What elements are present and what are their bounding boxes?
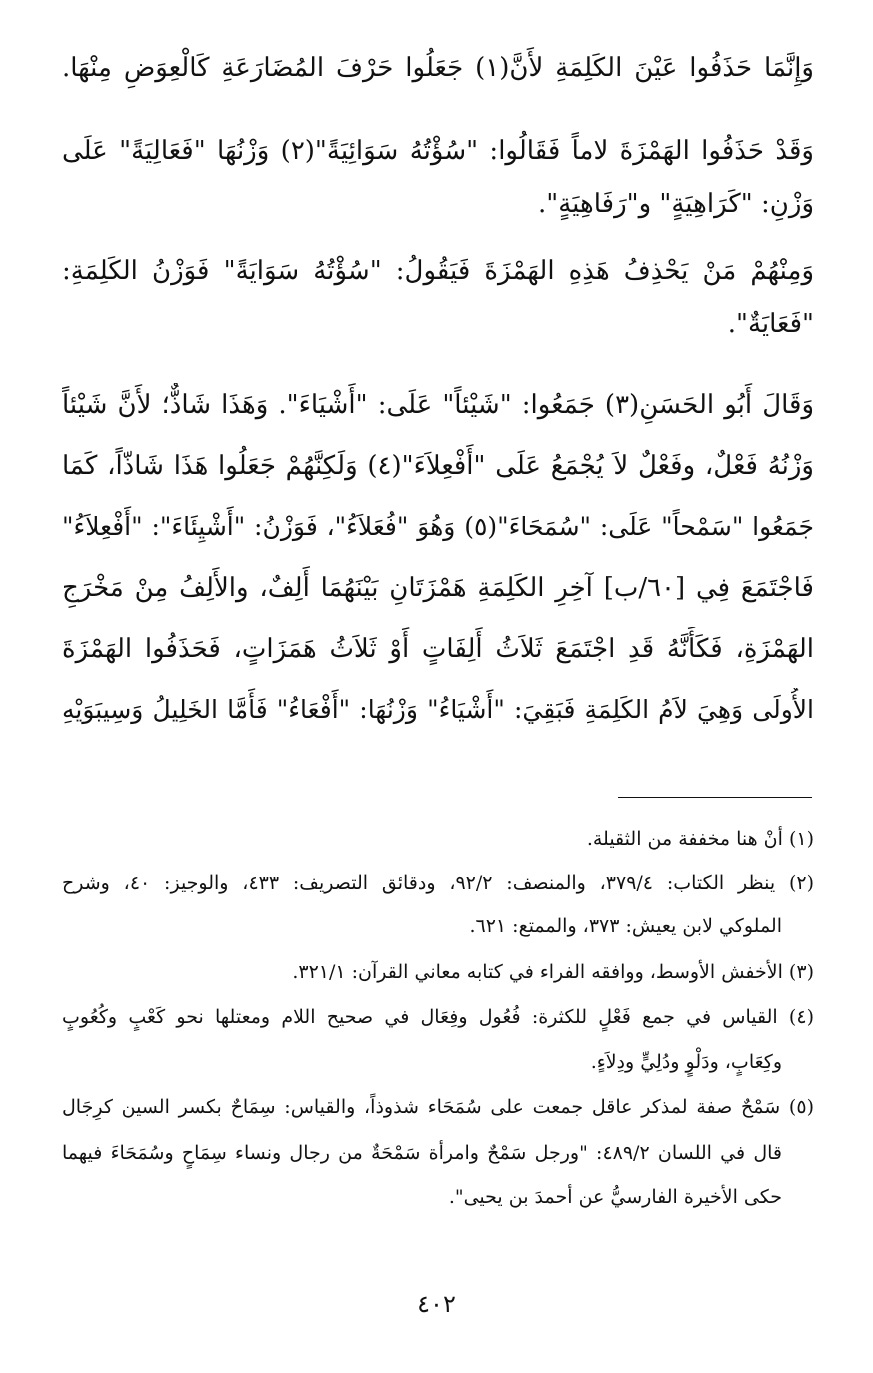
- body-line: جَمَعُوا "سَمْحاً" عَلَى: "سُمَحَاءَ"(٥) وَهُوَ "فُعَلاَءُ"، فَوَزْنُ: "أَشْيِئَاءَ": "أَفْعِلاَءُ": [62, 512, 814, 541]
- footnote-2: (٢) ينظر الكتاب: ٣٧٩/٤، والمنصف: ٩٢/٢، ودقائق التصريف: ٤٣٣، والوجيز: ٤٠، وشرح: [62, 872, 814, 894]
- footnote-1: (١) أنْ هنا مخففة من الثقيلة.: [586, 828, 814, 850]
- body-line: وَقَالَ أَبُو الحَسَنِ(٣) جَمَعُوا: "شَيْئاً" عَلَى: "أَشْيَاءَ". وَهَذَا شَاذٌّ؛ لأَنَّ شَيْئاً: [62, 390, 814, 420]
- footnote-2-continuation: الملوكي لابن يعيش: ٣٧٣، والممتع: ٦٢١.: [469, 915, 782, 937]
- body-line: "فَعَايَةٌ".: [727, 309, 814, 339]
- page-number: ٤٠٢: [417, 1290, 456, 1318]
- footnote-separator: [618, 797, 812, 798]
- body-line: الأُولَى وَهِيَ لاَمُ الكَلِمَةِ فَبَقِيَ: "أَشْيَاءُ" وَزْنُهَا: "أَفْعَاءُ" فَأَمَّا الخَلِيلُ وَسِيبَوَيْهِ: [62, 695, 814, 724]
- body-line: فَاجْتَمَعَ فِي [٦٠/ب] آخِرِ الكَلِمَةِ هَمْزَتَانِ بَيْنَهُمَا أَلِفٌ، والأَلِفُ مِنْ مَخْرَجِ: [62, 573, 814, 603]
- footnote-4-continuation: وكِعَابٍ، ودَلْوٍ ودُلِيٍّ ودِلاَءٍ.: [590, 1051, 782, 1073]
- footnote-5: (٥) سَمْحٌ صفة لمذكر عاقل جمعت على سُمَحَاء شذوذاً، والقياس: سِمَاحٌ بكسر السين كرِجَال: [62, 1096, 814, 1118]
- footnote-3: (٣) الأخفش الأوسط، ووافقه الفراء في كتابه معاني القرآن: ٣٢١/١.: [292, 961, 814, 983]
- body-line: الهَمْزَةِ، فَكَأَنَّهُ قَدِ اجْتَمَعَ ثَلاَثُ أَلِفَاتٍ أَوْ ثَلاَثُ هَمَزَاتٍ، فَحَذَفُوا الهَمْزَةَ: [62, 634, 814, 664]
- footnote-5-continuation: قال في اللسان ٤٨٩/٢: "ورجل سَمْحٌ وامرأة سَمْحَةٌ من رجال ونساء سِمَاحٍ وسُمَحَاءَ فيهما: [62, 1142, 782, 1164]
- footnote-5-continuation: حكى الأخيرة الفارسيُّ عن أحمدَ بن يحيى".: [448, 1186, 782, 1208]
- body-line: وَزْنُهُ فَعْلٌ، وفَعْلٌ لاَ يُجْمَعُ عَلَى "أَفْعِلاَءَ"(٤) وَلَكِنَّهُمْ جَعَلُوا هَذَا شَاذّاً، كَمَا: [62, 451, 814, 481]
- body-line: وَمِنْهُمْ مَنْ يَحْذِفُ هَذِهِ الهَمْزَةَ فَيَقُولُ: "سُؤْتُهُ سَوَايَةً" فَوَزْنُ الكَلِمَةِ:: [62, 256, 814, 286]
- body-line: وَزْنِ: "كَرَاهِيَةٍ" و"رَفَاهِيَةٍ".: [538, 189, 814, 219]
- footnote-4: (٤) القياس في جمع فَعْلٍ للكثرة: فُعُول وفِعَال في صحيح اللام ومعتلها نحو كَعْبٍ وكُعُوبٍ: [62, 1006, 814, 1028]
- body-line: وَإِنَّمَا حَذَفُوا عَيْنَ الكَلِمَةِ لأَنَّ(١) جَعَلُوا حَرْفَ المُضَارَعَةِ كَالْعِوَضِ مِنْهَا.: [62, 53, 814, 83]
- body-line: وَقَدْ حَذَفُوا الهَمْزَةَ لاماً فَقَالُوا: "سُؤْتُهُ سَوَائِيَةً"(٢) وَزْنُهَا "فَعَالِيَةً" عَلَى: [62, 136, 814, 166]
